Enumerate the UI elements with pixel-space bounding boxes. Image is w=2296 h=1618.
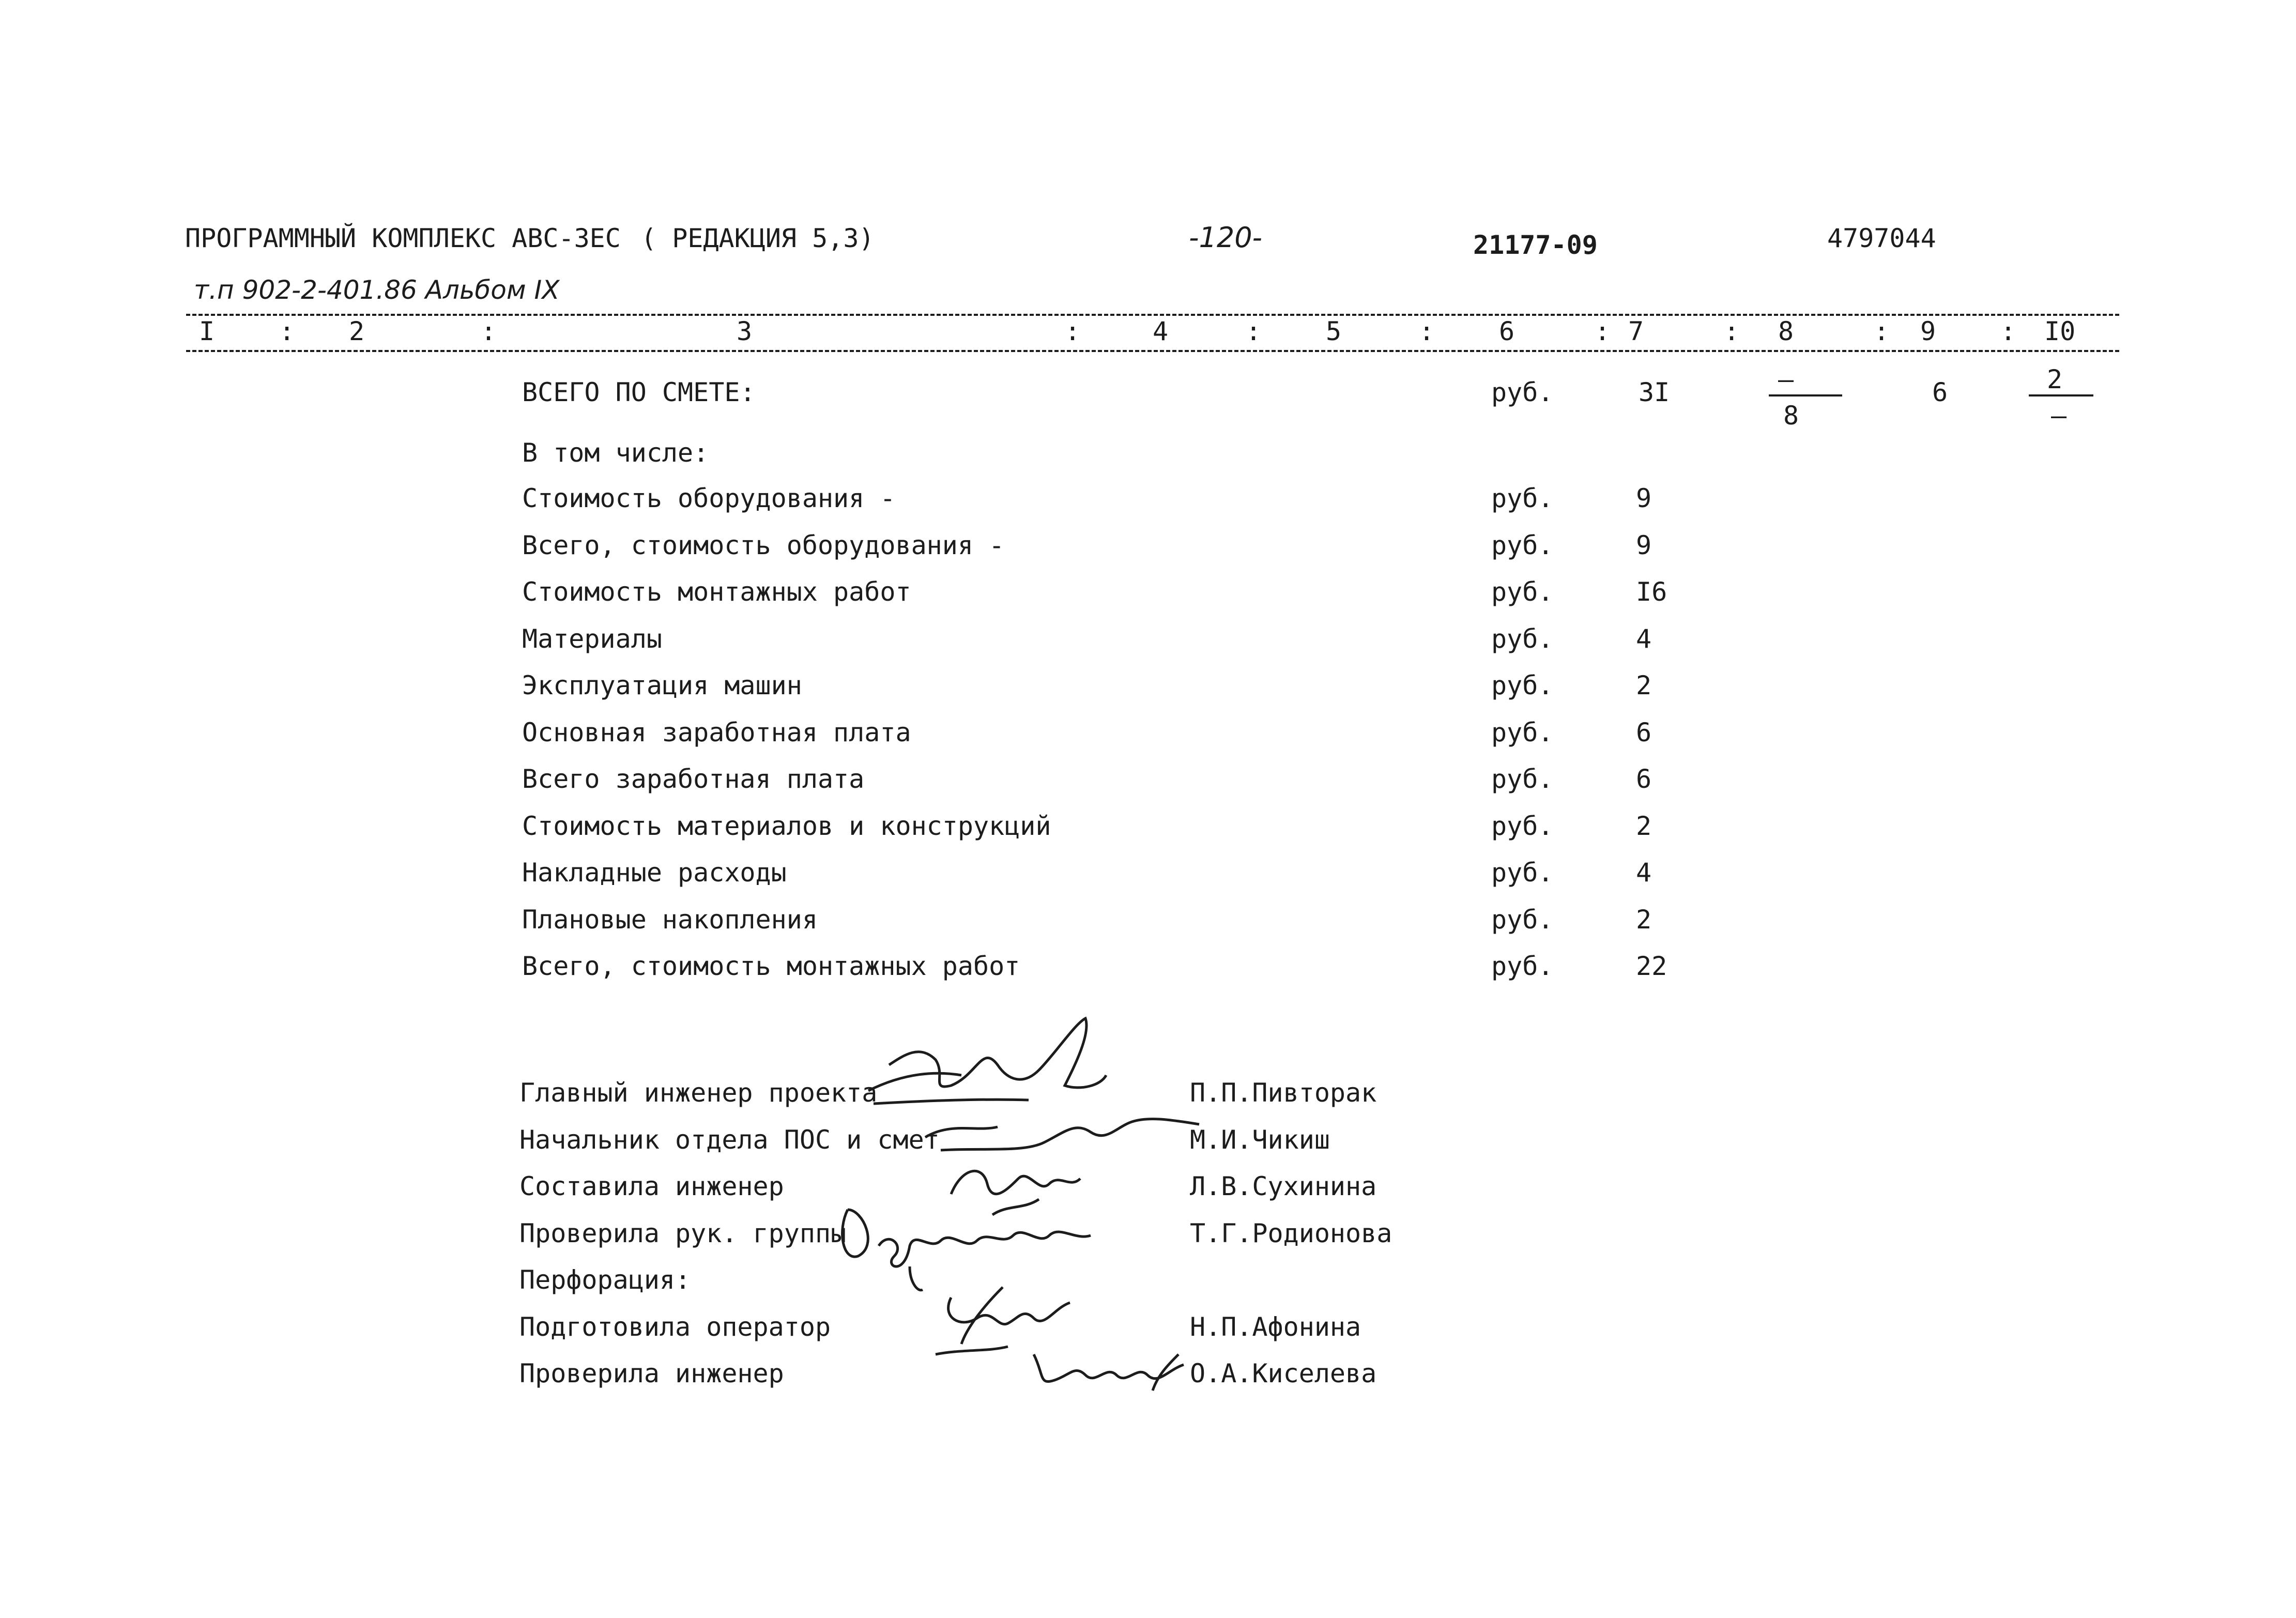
signatory-title: Подготовила оператор: [519, 1312, 831, 1342]
cost-row-label: Эксплуатация машин: [522, 670, 802, 700]
signatory-name: П.П.Пивторак: [1190, 1078, 1377, 1108]
column-header-2: 2: [349, 316, 365, 346]
column-separator: :: [1419, 316, 1435, 346]
total-col8-denominator: 8: [1783, 401, 1799, 431]
table-header-bottom-rule: [186, 350, 2119, 352]
cost-row-unit: руб.: [1491, 858, 1554, 888]
cost-row-value: 2: [1636, 811, 1652, 841]
edition-label: ( РЕДАКЦИЯ 5,3): [641, 223, 875, 253]
cost-row-value: I6: [1636, 577, 1667, 607]
column-header-5: 5: [1326, 316, 1342, 346]
column-header-1: I: [199, 316, 215, 346]
cost-row-unit: руб.: [1491, 624, 1554, 654]
signatory-title: Главный инженер проекта: [519, 1078, 878, 1108]
column-separator: :: [1246, 316, 1262, 346]
column-separator: :: [1595, 316, 1611, 346]
column-separator: :: [481, 316, 497, 346]
document-code: 21177-09: [1473, 230, 1598, 260]
cost-row-unit: руб.: [1491, 483, 1554, 513]
document-number: 4797044: [1827, 223, 1936, 253]
cost-row-unit: руб.: [1491, 718, 1554, 747]
cost-row-unit: руб.: [1491, 670, 1554, 700]
cost-row-unit: руб.: [1491, 811, 1554, 841]
column-header-3: 3: [737, 316, 753, 346]
signatory-title: Начальник отдела ПОС и смет: [519, 1125, 940, 1155]
column-header-7: 7: [1628, 316, 1644, 346]
signatory-name: Т.Г.Родионова: [1190, 1218, 1392, 1248]
cost-row-label: Стоимость монтажных работ: [522, 577, 911, 607]
signatory-title: Проверила инженер: [519, 1358, 784, 1388]
cost-row-value: 9: [1636, 483, 1652, 513]
column-header-9: 9: [1920, 316, 1936, 346]
total-col8-numerator: –: [1778, 364, 1794, 394]
cost-row-value: 22: [1636, 951, 1667, 981]
total-col10-numerator: 2: [2047, 364, 2063, 394]
cost-row-unit: руб.: [1491, 951, 1554, 981]
total-label: ВСЕГО ПО СМЕТЕ:: [522, 377, 756, 407]
cost-row-value: 6: [1636, 718, 1652, 747]
album-reference: т.п 902-2-401.86 Альбом IX: [194, 275, 560, 305]
column-separator: :: [279, 316, 295, 346]
cost-row-label: Всего, стоимость оборудования -: [522, 530, 1005, 560]
cost-row-label: Материалы: [522, 624, 662, 654]
column-separator: :: [1874, 316, 1890, 346]
column-separator: :: [1724, 316, 1740, 346]
signatory-title: Перфорация:: [519, 1265, 691, 1295]
cost-row-label: Стоимость оборудования -: [522, 483, 896, 513]
column-separator: :: [1065, 316, 1081, 346]
cost-row-value: 6: [1636, 764, 1652, 794]
total-unit: руб.: [1491, 377, 1554, 407]
cost-row-unit: руб.: [1491, 577, 1554, 607]
signatory-name: М.И.Чикиш: [1190, 1125, 1330, 1155]
signatory-name: Л.В.Сухинина: [1190, 1171, 1377, 1201]
cost-row-unit: руб.: [1491, 530, 1554, 560]
cost-row-value: 2: [1636, 905, 1652, 935]
cost-row-value: 2: [1636, 670, 1652, 700]
signatory-title: Составила инженер: [519, 1171, 784, 1201]
cost-row-value: 9: [1636, 530, 1652, 560]
cost-row-label: Накладные расходы: [522, 858, 787, 888]
column-header-4: 4: [1153, 316, 1169, 346]
page-number: -120-: [1189, 221, 1263, 254]
including-label: В том числе:: [522, 438, 709, 468]
column-header-6: 6: [1499, 316, 1515, 346]
cost-row-value: 4: [1636, 858, 1652, 888]
column-separator: :: [2000, 316, 2016, 346]
total-col10-fraction-line: [2029, 394, 2093, 396]
signature-kiseleva: [1023, 1334, 1194, 1401]
total-col8-fraction-line: [1769, 394, 1842, 396]
cost-row-value: 4: [1636, 624, 1652, 654]
column-header-10: I0: [2044, 316, 2076, 346]
cost-row-label: Всего, стоимость монтажных работ: [522, 951, 1020, 981]
signatory-name: Н.П.Афонина: [1190, 1312, 1361, 1342]
signatory-name: О.А.Киселева: [1190, 1358, 1377, 1388]
table-header-top-rule: [186, 314, 2119, 316]
program-title: ПРОГРАММНЫЙ КОМПЛЕКС АВС-ЗЕС: [185, 223, 621, 253]
cost-row-label: Основная заработная плата: [522, 718, 911, 747]
cost-row-unit: руб.: [1491, 905, 1554, 935]
cost-row-label: Всего заработная плата: [522, 764, 865, 794]
total-col7-value: 3I: [1639, 377, 1670, 407]
total-col10-denominator: –: [2051, 401, 2067, 431]
column-header-8: 8: [1778, 316, 1794, 346]
signatory-title: Проверила рук. группы: [519, 1218, 847, 1248]
cost-row-label: Стоимость материалов и конструкций: [522, 811, 1051, 841]
cost-row-label: Плановые накопления: [522, 905, 818, 935]
total-col9-value: 6: [1932, 377, 1948, 407]
cost-row-unit: руб.: [1491, 764, 1554, 794]
